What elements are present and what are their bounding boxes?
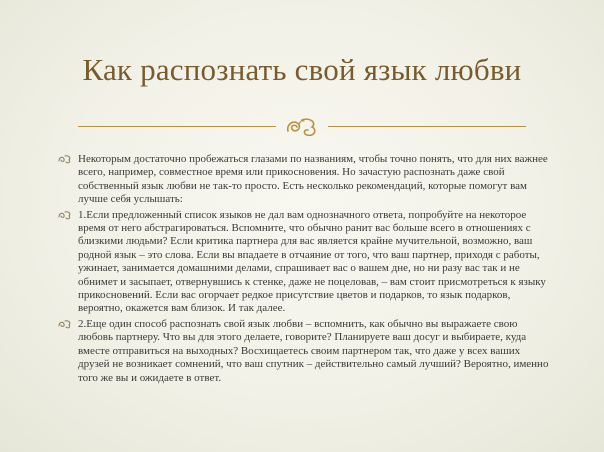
bullet-text: 1.Если предложенный список языков не дал вам однозначного ответа, попробуйте на некоторое время от него абстрагироваться. Вспомните, что обычно ранит вас больше всего в отношениях с близкими людьми? Если критика партнера для вас является крайне мучительной, возможно, ваш родной язык – это слова. Если вы впадаете в отчаяние от того, что ваш партнер, приходя с работы, ужинает, занимается домашними делами, спрашивает вас о вашем дне, но ни разу вас так и не обнимет и засыпает, отвернувшись к стенке, даже не поцеловав, – вам стоит присмотреться к языку прикосновений. Если вас огорчает редкое присутствие цветов и подарков, то язык подарков, вероятно, окажется вам близок. И так далее.	[78, 208, 546, 315]
bullet-item	[58, 318, 552, 385]
divider-line-left	[78, 126, 276, 127]
ornament-icon	[282, 115, 322, 139]
slide-title: Как распознать свой язык любви	[82, 52, 522, 87]
bullet-item	[58, 209, 552, 316]
bullet-item	[58, 153, 552, 207]
curl-bullet-icon	[58, 210, 72, 220]
title-divider	[78, 115, 526, 139]
curl-bullet-icon	[58, 319, 72, 329]
bullet-text: 2.Еще один способ распознать свой язык любви – вспомнить, как обычно вы выражаете свою любовь партнеру. Что вы для этого делаете, говорите? Планируете ваш досуг и выбираете, куда вместе отправиться на выходных? Восхищаетесь своим партнером так, что даже у всех ваших друзей не возникает сомнений, что ваш спутник – действительно самый лучший? Вероятно, именно того же вы и ожидаете в ответ.	[78, 317, 549, 384]
bullet-text: Некоторым достаточно пробежаться глазами по названиям, чтобы точно понять, что для них важнее всего, например, совместное время или прикосновения. Но зачастую распознать даже свой собственный язык любви не так-то просто. Есть несколько рекомендаций, которые помогут вам лучше себя услышать:	[78, 153, 548, 206]
curl-bullet-icon	[58, 154, 72, 164]
divider-line-right	[328, 126, 526, 127]
slide-body	[58, 153, 552, 387]
